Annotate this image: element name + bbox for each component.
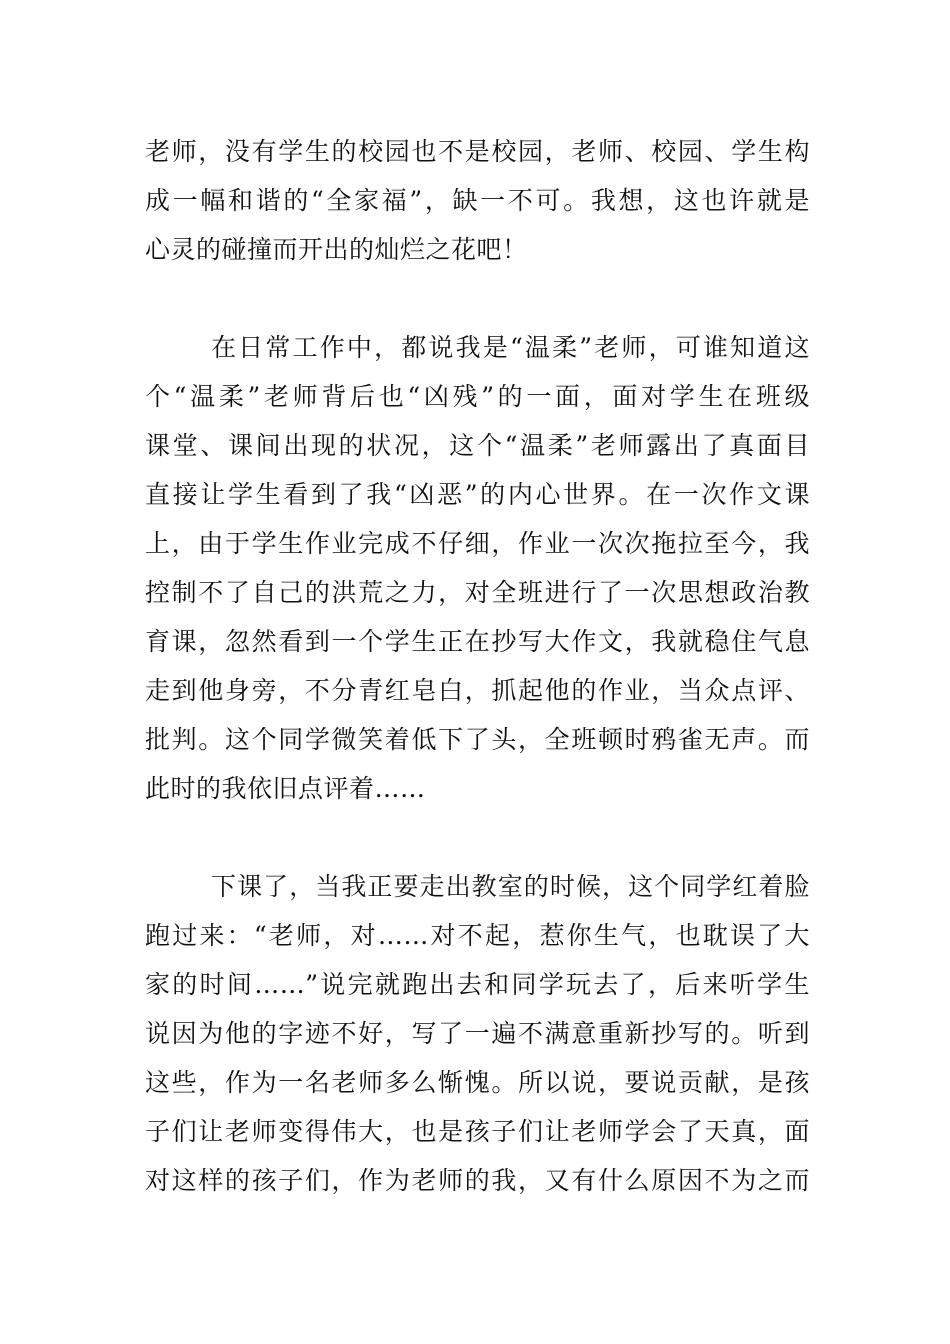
paragraph-1-line-2: 成一幅和谐的“全家福”，缺一不可。我想，这也许就是: [145, 186, 810, 215]
paragraph-2-line-4: 直接让学生看到了我“凶恶”的内心世界。在一次作文课: [145, 480, 810, 509]
paragraph-2-line-8: 走到他身旁，不分青红皂白，抓起他的作业，当众点评、: [145, 676, 810, 705]
paragraph-2-line-1: 在日常工作中，都说我是“温柔”老师，可谁知道这: [211, 333, 810, 362]
paragraph-2-line-10: 此时的我依旧点评着……: [145, 774, 426, 803]
paragraph-3-line-5: 这些，作为一名老师多么惭愧。所以说，要说贡献，是孩: [145, 1068, 810, 1097]
paragraph-2-line-7: 育课，忽然看到一个学生正在抄写大作文，我就稳住气息: [145, 627, 810, 656]
paragraph-1-line-1: 老师，没有学生的校园也不是校园，老师、校园、学生构: [145, 137, 810, 166]
paragraph-3-line-1: 下课了，当我正要走出教室的时候，这个同学红着脸: [211, 872, 810, 901]
paragraph-1-line-3: 心灵的碰撞而开出的灿烂之花吧！: [145, 235, 528, 264]
paragraph-2-line-2: 个“温柔”老师背后也“凶残”的一面，面对学生在班级: [145, 382, 810, 411]
paragraph-3-line-7: 对这样的孩子们，作为老师的我，又有什么原因不为之而: [145, 1166, 810, 1195]
paragraph-spacer: [145, 274, 810, 323]
paragraph-spacer: [145, 813, 810, 862]
paragraph-2-line-5: 上，由于学生作业完成不仔细，作业一次次拖拉至今，我: [145, 529, 810, 558]
paragraph-3-line-6: 子们让老师变得伟大，也是孩子们让老师学会了天真，面: [145, 1117, 810, 1146]
paragraph-2-line-6: 控制不了自己的洪荒之力，对全班进行了一次思想政治教: [145, 578, 810, 607]
paragraph-2-line-3: 课堂、课间出现的状况，这个“温柔”老师露出了真面目: [145, 431, 810, 460]
paragraph-3-line-4: 说因为他的字迹不好，写了一遍不满意重新抄写的。听到: [145, 1019, 810, 1048]
body-text: [145, 127, 810, 1205]
paragraph-2-line-9: 批判。这个同学微笑着低下了头，全班顿时鸦雀无声。而: [145, 725, 810, 754]
paragraph-3-line-3: 家的时间……”说完就跑出去和同学玩去了，后来听学生: [145, 970, 810, 999]
paragraph-3-line-2: 跑过来：“老师，对……对不起，惹你生气，也耽误了大: [145, 921, 810, 950]
